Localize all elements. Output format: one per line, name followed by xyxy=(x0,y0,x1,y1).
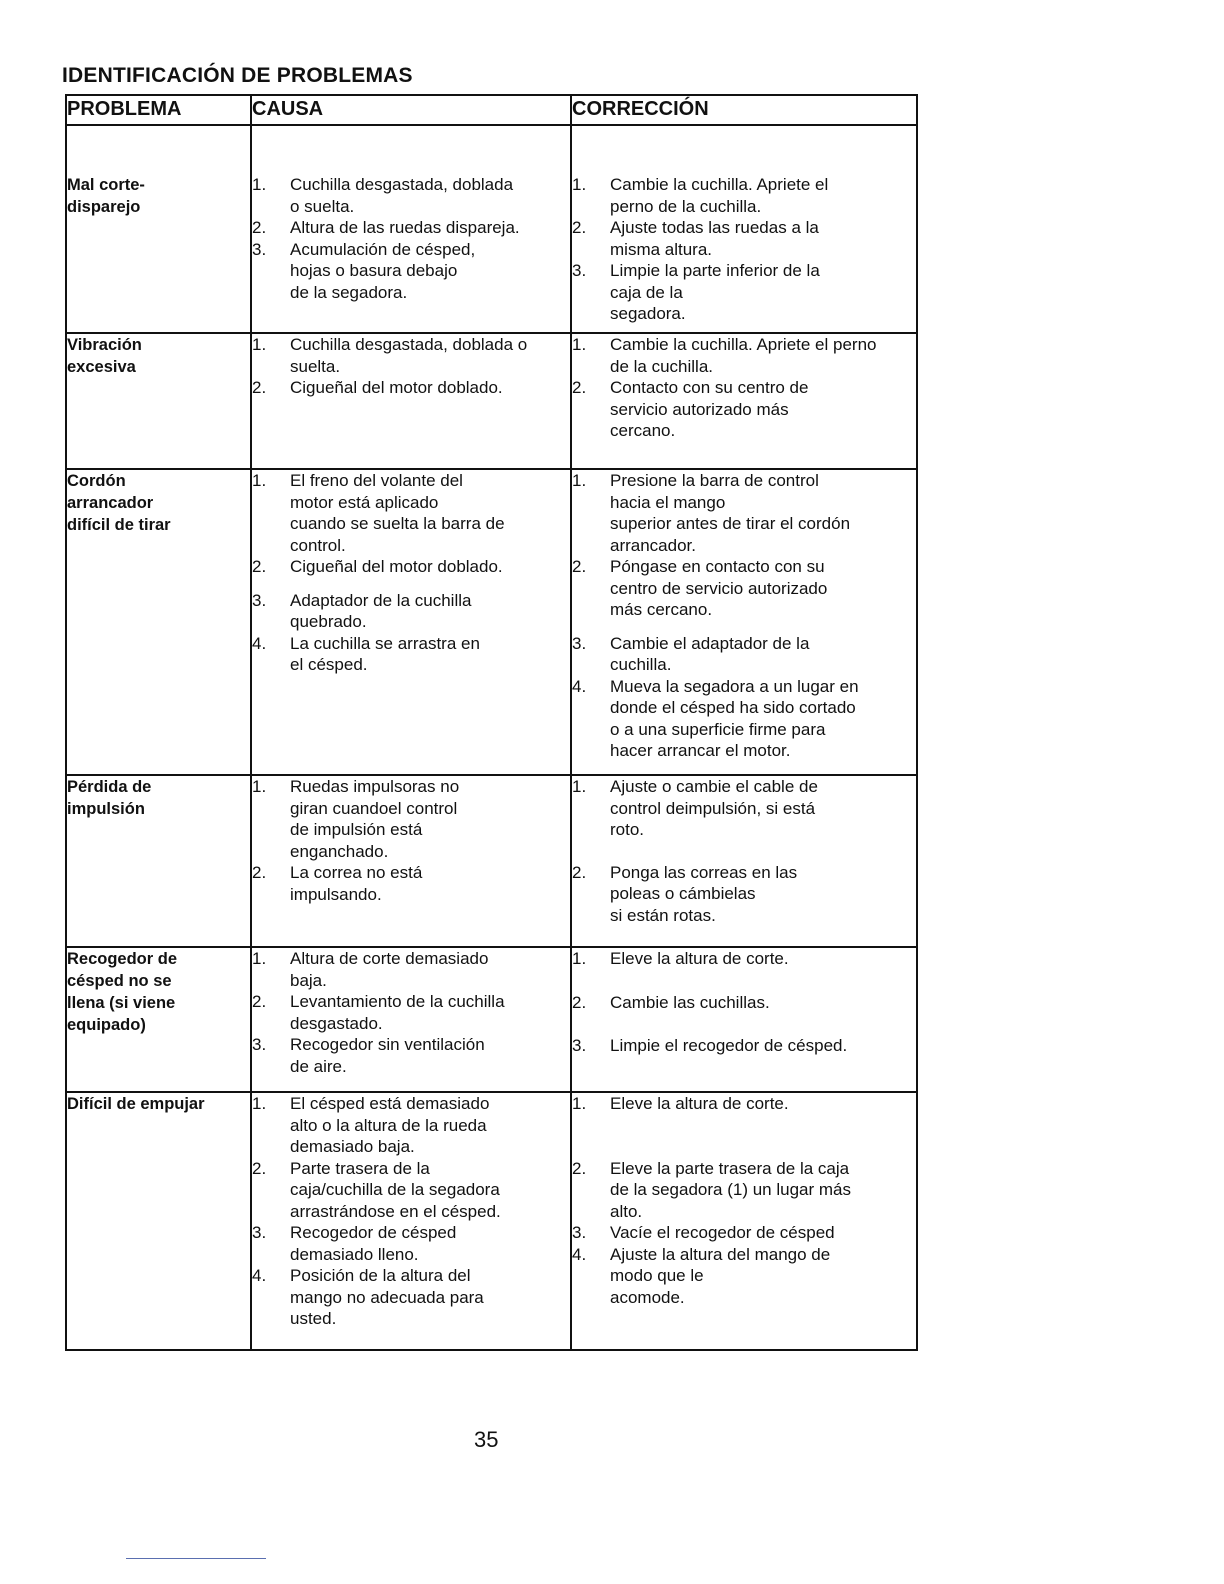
problem-text: Mal corte- xyxy=(67,176,145,194)
item-text: Recogedor sin ventilación de aire. xyxy=(290,1035,485,1076)
item-number: 1. xyxy=(252,777,267,796)
problem-text: equipado) xyxy=(67,1016,146,1034)
cause-cell xyxy=(251,469,571,775)
item-text: Cambie la cuchilla. Apriete el perno de la cuchilla. xyxy=(610,335,877,376)
list-item xyxy=(572,470,916,556)
list-item xyxy=(572,260,916,325)
item-number: 4. xyxy=(572,1244,587,1264)
list-item xyxy=(572,862,916,927)
list-item xyxy=(252,377,570,399)
table-row xyxy=(66,333,917,469)
list-item xyxy=(572,377,916,442)
problem-text: Difícil de empujar xyxy=(67,1095,205,1113)
item-text: La correa no está impulsando. xyxy=(290,863,423,904)
item-text: Levantamiento de la cuchilla desgastado. xyxy=(290,992,505,1033)
item-number: 1. xyxy=(252,1094,267,1113)
item-text: Póngase en contacto con su centro de servicio autorizado más cercano. xyxy=(610,557,828,619)
correction-cell xyxy=(571,125,917,333)
list-item xyxy=(572,633,916,676)
problem-text: llena (si viene xyxy=(67,994,176,1012)
table-row xyxy=(66,469,917,775)
item-text: Cambie el adaptador de la cuchilla. xyxy=(610,633,810,674)
item-number: 2. xyxy=(252,218,267,237)
item-text: Cuchilla desgastada, doblada o suelta. xyxy=(290,335,528,376)
item-text: La cuchilla se arrastra en el césped. xyxy=(290,633,480,674)
cause-cell xyxy=(251,947,571,1092)
item-text: Cambie la cuchilla. Apriete el perno de la cuchilla. xyxy=(610,175,829,216)
item-number: 4. xyxy=(252,1266,267,1285)
list-item xyxy=(252,1265,570,1330)
item-text: Ajuste o cambie el cable de control deimpulsión, si está roto. xyxy=(610,777,818,839)
item-number: 2. xyxy=(252,378,267,397)
list-item xyxy=(252,556,570,578)
list-item xyxy=(572,1158,916,1223)
item-text: Contacto con su centro de servicio autorizado más cercano. xyxy=(610,378,809,440)
list-item xyxy=(252,334,570,377)
problem-text: Pérdida de xyxy=(67,778,152,796)
problem-cell xyxy=(66,775,251,947)
table-row xyxy=(66,125,917,333)
cause-cell xyxy=(251,333,571,469)
item-number: 2. xyxy=(572,218,587,237)
table-header-row xyxy=(66,95,917,125)
problem-text: arrancador xyxy=(67,494,154,512)
item-number: 3. xyxy=(252,239,267,259)
problem-text: disparejo xyxy=(67,198,141,216)
list-item xyxy=(572,992,916,1014)
item-text: Ajuste todas las ruedas a la misma altura. xyxy=(610,218,819,259)
list-item xyxy=(252,239,570,304)
list-item xyxy=(572,676,916,762)
item-text: Presione la barra de control hacia el mango superior antes de tirar el cordón arrancador. xyxy=(610,471,851,555)
item-number: 3. xyxy=(252,590,267,610)
list-item xyxy=(252,1034,570,1077)
item-number: 1. xyxy=(252,335,267,354)
item-number: 1. xyxy=(572,471,587,490)
page-number: 35 xyxy=(474,1427,499,1452)
item-text: Limpie la parte inferior de la caja de la segadora. xyxy=(610,261,820,323)
item-text: Ruedas impulsoras no giran cuandoel control de impulsión está enganchado. xyxy=(290,777,460,861)
footer-rule xyxy=(126,1558,266,1559)
list-item xyxy=(252,948,570,991)
item-text: Cigueñal del motor doblado. xyxy=(290,378,503,397)
table-row xyxy=(66,947,917,1092)
cause-cell xyxy=(251,1092,571,1350)
problem-cell xyxy=(66,1092,251,1350)
item-number: 1. xyxy=(572,1094,587,1113)
item-text: Altura de las ruedas dispareja. xyxy=(290,218,520,237)
item-number: 3. xyxy=(572,1223,587,1242)
list-item xyxy=(252,1158,570,1223)
item-text: Adaptador de la cuchilla quebrado. xyxy=(290,590,472,631)
item-number: 3. xyxy=(572,261,587,280)
item-text: Cigueñal del motor doblado. xyxy=(290,557,503,576)
list-item xyxy=(572,776,916,841)
item-number: 1. xyxy=(252,175,267,194)
item-number: 3. xyxy=(572,1036,587,1055)
list-item xyxy=(252,217,570,239)
item-number: 2. xyxy=(572,1158,587,1178)
problem-cell xyxy=(66,947,251,1092)
problem-cell xyxy=(66,333,251,469)
item-number: 3. xyxy=(252,1035,267,1054)
item-text: Ponga las correas en las poleas o cámbielas si están rotas. xyxy=(610,862,798,925)
troubleshooting-table xyxy=(65,94,918,1351)
list-item xyxy=(252,174,570,217)
item-text: Altura de corte demasiado baja. xyxy=(290,949,489,990)
item-number: 1. xyxy=(572,949,587,968)
item-number: 1. xyxy=(572,175,587,194)
item-text: Acumulación de césped, hojas o basura debajo de la segadora. xyxy=(290,239,476,302)
correction-cell xyxy=(571,469,917,775)
list-item xyxy=(572,556,916,621)
item-text: Ajuste la altura del mango de modo que le acomode. xyxy=(610,1244,831,1307)
header-correction: CORRECCIÓN xyxy=(571,95,917,125)
header-cause: CAUSA xyxy=(251,95,571,125)
item-number: 1. xyxy=(252,471,267,490)
list-item xyxy=(572,948,916,970)
item-text: Parte trasera de la caja/cuchilla de la segadora arrastrándose en el césped. xyxy=(290,1158,501,1221)
item-text: El césped está demasiado alto o la altura de la rueda demasiado baja. xyxy=(290,1094,490,1156)
item-number: 3. xyxy=(572,633,587,653)
item-number: 2. xyxy=(572,557,587,576)
correction-cell xyxy=(571,1092,917,1350)
table-row xyxy=(66,775,917,947)
item-number: 1. xyxy=(252,949,267,968)
item-text: Eleve la altura de corte. xyxy=(610,1094,789,1113)
problem-text: Recogedor de xyxy=(67,950,178,968)
list-item xyxy=(572,1222,916,1244)
list-item xyxy=(252,470,570,556)
item-number: 2. xyxy=(252,992,267,1011)
list-item xyxy=(252,633,570,676)
list-item xyxy=(572,217,916,260)
list-item xyxy=(252,862,570,905)
correction-cell xyxy=(571,775,917,947)
list-item xyxy=(252,991,570,1034)
list-item xyxy=(572,1035,916,1057)
item-number: 3. xyxy=(252,1223,267,1242)
item-number: 1. xyxy=(572,777,587,796)
problem-text: Cordón xyxy=(67,472,126,490)
list-item xyxy=(252,1222,570,1265)
problem-cell xyxy=(66,125,251,333)
item-text: El freno del volante del motor está aplicado cuando se suelta la barra de control. xyxy=(290,471,505,555)
list-item xyxy=(572,1244,916,1309)
item-text: Mueva la segadora a un lugar en donde el césped ha sido cortado o a una superficie firme para hacer arrancar el motor. xyxy=(610,676,859,760)
item-number: 2. xyxy=(252,1158,267,1178)
item-number: 2. xyxy=(252,863,267,882)
correction-cell xyxy=(571,947,917,1092)
item-text: Vacíe el recogedor de césped xyxy=(610,1223,835,1242)
problem-cell xyxy=(66,469,251,775)
item-text: Cuchilla desgastada, doblada o suelta. xyxy=(290,175,514,216)
item-text: Posición de la altura del mango no adecuada para usted. xyxy=(290,1266,484,1328)
table-row xyxy=(66,1092,917,1350)
item-text: Eleve la parte trasera de la caja de la segadora (1) un lugar más alto. xyxy=(610,1158,851,1221)
list-item xyxy=(572,334,916,377)
item-number: 4. xyxy=(572,676,587,696)
item-number: 2. xyxy=(572,862,587,882)
correction-cell xyxy=(571,333,917,469)
item-number: 4. xyxy=(252,633,267,653)
item-text: Limpie el recogedor de césped. xyxy=(610,1036,848,1055)
item-number: 2. xyxy=(572,378,587,397)
item-number: 2. xyxy=(252,557,267,576)
problem-text: césped no se xyxy=(67,972,172,990)
list-item xyxy=(252,590,570,633)
item-text: Eleve la altura de corte. xyxy=(610,949,789,968)
cause-cell xyxy=(251,125,571,333)
list-item xyxy=(572,1093,916,1115)
page-title: IDENTIFICACIÓN DE PROBLEMAS xyxy=(62,64,413,87)
item-text: Recogedor de césped demasiado lleno. xyxy=(290,1223,457,1264)
problem-text: impulsión xyxy=(67,800,145,818)
cause-cell xyxy=(251,775,571,947)
list-item xyxy=(252,1093,570,1158)
problem-text: Vibración xyxy=(67,336,142,354)
item-text: Cambie las cuchillas. xyxy=(610,992,770,1012)
list-item xyxy=(252,776,570,862)
list-item xyxy=(572,174,916,217)
item-number: 2. xyxy=(572,992,587,1012)
problem-text: difícil de tirar xyxy=(67,516,171,534)
item-number: 1. xyxy=(572,335,587,354)
problem-text: excesiva xyxy=(67,358,136,376)
header-problem: PROBLEMA xyxy=(66,95,251,125)
